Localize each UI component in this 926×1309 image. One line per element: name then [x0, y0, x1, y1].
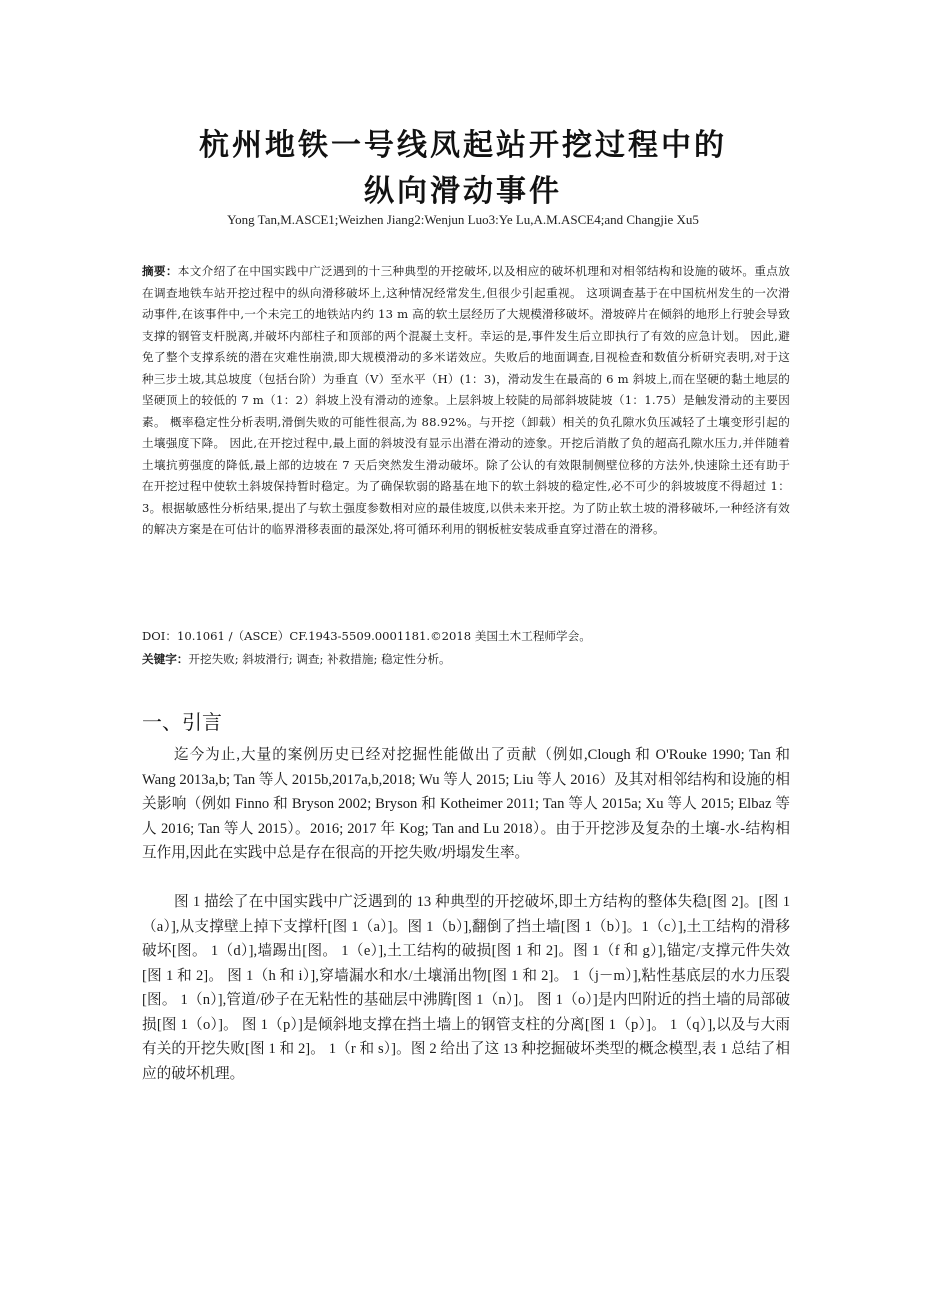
keywords-label: 关键字：	[142, 652, 189, 666]
abstract	[142, 261, 790, 541]
abstract-label: 摘要：	[142, 264, 178, 278]
section-heading-introduction: 一、引言	[142, 710, 222, 734]
keywords	[142, 649, 790, 669]
paper-title-line2: 纵向滑动事件	[364, 174, 562, 209]
author-list: Yong Tan,M.ASCE1;Weizhen Jiang2:Wenjun Luo3:Ye Lu,A.M.ASCE4;and Changjie Xu5	[227, 212, 699, 227]
abstract-text: 本文介绍了在中国实践中广泛遇到的十三种典型的开挖破坏,以及相应的破坏机理和对相邻结构和设施的破坏。重点放在调查地铁车站开挖过程中的纵向滑移破坏上,这种情况经常发生,但很少引起重视。 这项调查基于在中国杭州发生的一次滑动事件,在该事件中,一个未完工的地铁站内约 13 m 高的软土层经历了大规模滑移破坏。滑坡碎片在倾斜的地形上行驶会导致支撑的钢管支杆脱离,并破坏内部柱子和顶部的两个混凝土支杆。幸运的是,事件发生后立即执行了有效的应急计划。 因此,避免了整个支撑系统的潜在灾难性崩溃,即大规模滑动的多米诺效应。失败后的地面调查,目视检查和数值分析研究表明,对于这种三步土坡,其总坡度（包括台阶）为垂直（V）至水平（H）(1：3)，滑动发生在最高的 6 m 斜坡上,而在坚硬的黏土地层的坚硬顶上的较低的 7 m（1：2）斜坡上没有滑动的迹象。上层斜坡上较陡的局部斜坡陡坡（1：1.75）是触发滑动的主要因素。 概率稳定性分析表明,滑倒失败的可能性很高,为 88.92%。与开挖（卸载）相关的负孔隙水负压减轻了土壤变形引起的土壤强度下降。 因此,在开挖过程中,最上面的斜坡没有显示出潜在滑动的迹象。开挖后消散了负的超高孔隙水压力,并伴随着土壤抗剪强度的降低,最上部的边坡在 7 天后突然发生滑动破坏。除了公认的有效限制侧壁位移的方法外,快速除土还有助于在开挖过程中使软土斜坡保持暂时稳定。为了确保软弱的路基在地下的软土斜坡的稳定性,必不可少的斜坡坡度不得超过 1：3。根据敏感性分析结果,提出了与软土强度参数相对应的最佳坡度,以供未来开挖。为了防止软土坡的滑移破坏,一种经济有效的解决方案是在可估计的临界滑移表面的最深处,将可循环利用的钢板桩安装成垂直穿过潜在的滑移。	[142, 264, 790, 536]
body-paragraph-1: 迄今为止,大量的案例历史已经对挖掘性能做出了贡献（例如,Clough 和 O'Rouke 1990; Tan 和 Wang 2013a,b; Tan 等人 2015b,2017a,b,2018; Wu 等人 2015; Liu 等人 2016）及其对相邻结构和设施的相关影响（例如 Finno 和 Bryson 2002; Bryson 和 Kotheimer 2011; Tan 等人 2015a; Xu 等人 2015; Elbaz 等人 2016; Tan 等人 2015）。2016; 2017 年 Kog; Tan and Lu 2018）。由于开挖涉及复杂的土壤-水-结构相互作用,因此在实践中总是存在很高的开挖失败/坍塌发生率。	[142, 747, 790, 861]
body-paragraph-2: 图 1 描绘了在中国实践中广泛遇到的 13 种典型的开挖破坏,即土方结构的整体失稳[图 2]。[图 1（a）],从支撑壁上掉下支撑杆[图 1（a）]。图 1（b）],翻倒了挡土墙[图 1（b）]。1（c）],土工结构的滑移破坏[图。 1（d）],墙踢出[图。 1（e）],土工结构的破损[图 1 和 2]。图 1（f 和 g）],锚定/支撑元件失效[图 1 和 2]。 图 1（h 和 i）],穿墙漏水和水/土壤涌出物[图 1 和 2]。 1（j－m）],粘性基底层的水力压裂[图。 1（n）],管道/砂子在无粘性的基础层中沸腾[图 1（n）]。 图 1（o）]是内凹附近的挡土墙的局部破损[图 1（o）]。 图 1（p）]是倾斜地支撑在挡土墙上的钢管支柱的分离[图 1（p）]。 1（q）],以及与大雨有关的开挖失败[图 1 和 2]。 1（r 和 s）]。图 2 给出了这 13 种挖掘破坏类型的概念模型,表 1 总结了相应的破坏机理。	[142, 894, 790, 1082]
keywords-text: 开挖失败; 斜坡滑行; 调查; 补救措施; 稳定性分析。	[188, 652, 451, 666]
doi-line: DOI：10.1061 /（ASCE）CF.1943-5509.0001181.©2018 美国土木工程师学会。	[142, 629, 591, 643]
paper-title-line1: 杭州地铁一号线凤起站开挖过程中的	[199, 128, 727, 163]
